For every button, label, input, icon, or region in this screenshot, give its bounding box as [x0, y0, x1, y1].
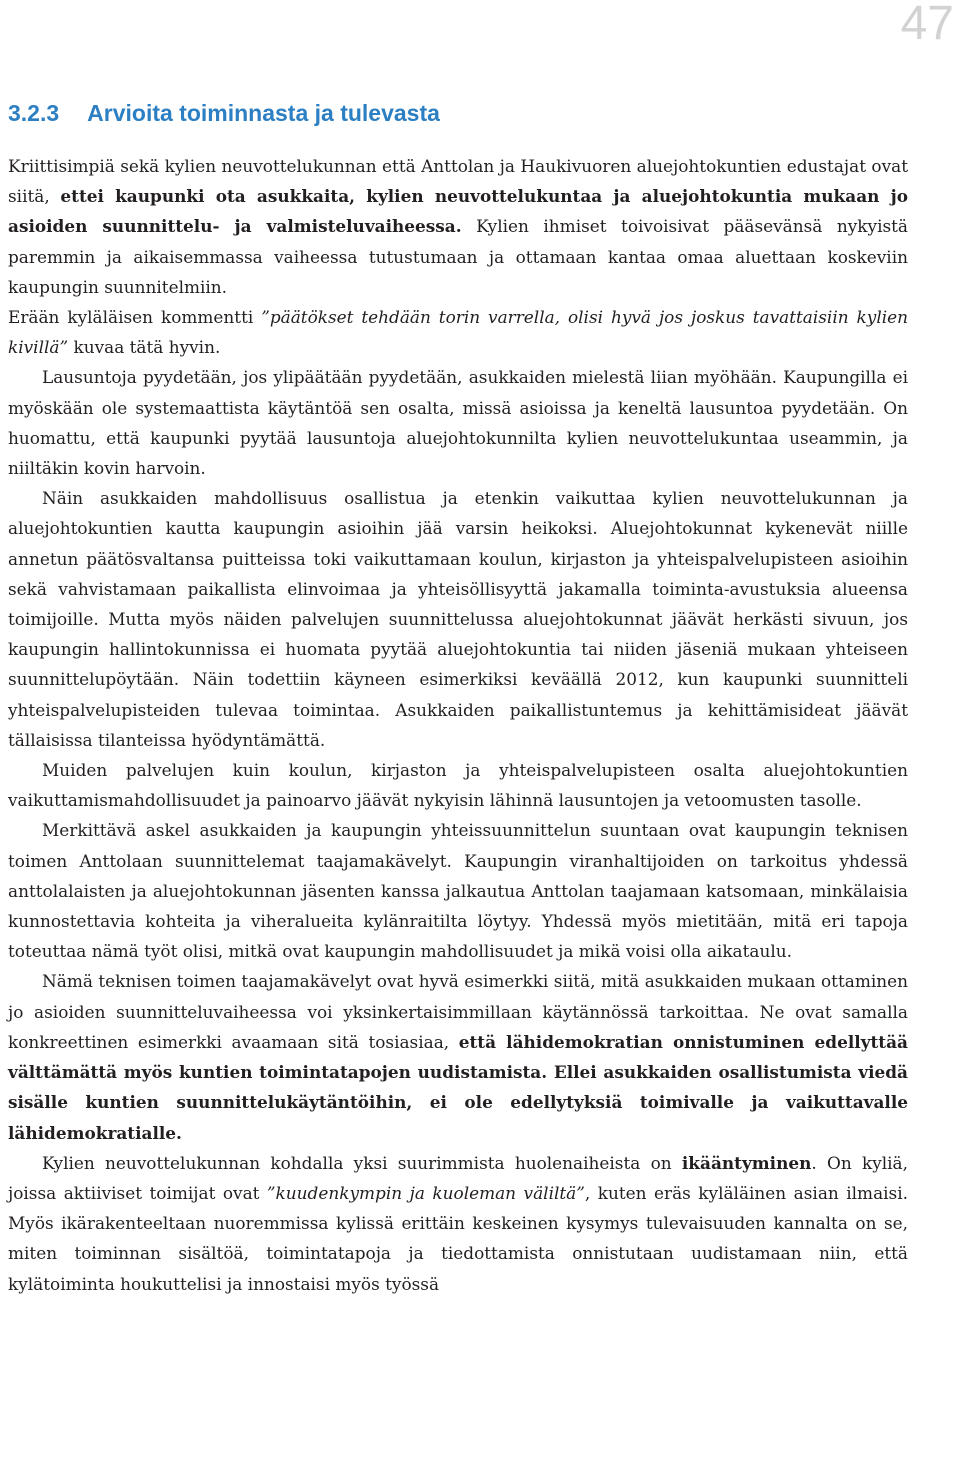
- bold-emphasis: ikääntyminen: [681, 1152, 812, 1173]
- paragraph-7: [8, 966, 908, 1147]
- paragraph-6: [8, 815, 908, 966]
- paragraph-8: [8, 1148, 908, 1299]
- text-run: Kylien neuvottelukunnan kohdalla yksi suurimmista huolenaiheista on: [42, 1152, 682, 1173]
- bold-emphasis: että lähidemokratian onnistuminen edellyttää välttämättä myös kuntien toimintatapojen uudistamista. Ellei asukkaiden osallistumista viedä sisälle kuntien suunnittelukäytäntöihin, ei ole edellytyksiä toimivalle ja vaikuttavalle lähidemokratialle.: [8, 1031, 908, 1143]
- text-run: Nämä teknisen toimen taajamakävelyt ovat hyvä esimerkki siitä, mitä asukkaiden mukaan ottaminen jo asioiden suunnitteluvaiheessa voi yksinkertaisimmillaan käytännössä tarkoittaa. Ne ovat samalla konkreettinen esimerkki avaamaan sitä tosiasiaa,: [8, 971, 908, 1052]
- paragraph-2: [8, 302, 908, 362]
- italic-quote: ”päätökset tehdään torin varrella, olisi hyvä jos joskus tavattaisiin kylien kivillä”: [8, 307, 909, 358]
- italic-quote: ”kuudenkympin ja kuoleman väliltä”: [266, 1182, 585, 1203]
- text-run: Erään kyläläisen kommentti: [8, 307, 262, 328]
- paragraph-1: [8, 151, 908, 302]
- section-number: 3.2.3: [8, 100, 60, 126]
- bold-emphasis: ettei kaupunki ota asukkaita, kylien neuvottelukuntaa ja aluejohtokuntia mukaan jo asioiden suunnittelu- ja valmisteluvaiheessa.: [8, 186, 908, 237]
- body-text: [8, 151, 908, 1299]
- paragraph-4: [8, 483, 908, 755]
- text-run: Lausuntoja pyydetään, jos ylipäätään pyydetään, asukkaiden mielestä liian myöhään. Kaupungilla ei myöskään ole systemaattista käytäntöä sen osalta, missä asioissa ja keneltä lausuntoa pyydetään. On huomattu, että kaupunki pyytää lausuntoja aluejohtokunnilta kylien neuvottelukuntaa useammin, ja niiltäkin kovin harvoin.: [8, 367, 908, 479]
- text-run: Näin asukkaiden mahdollisuus osallistua ja etenkin vaikuttaa kylien neuvottelukunnan ja aluejohtokuntien kautta kaupungin asioihin jää varsin heikoksi. Aluejohtokunnat kykenevät niille annetun päätösvaltansa puitteissa toki vaikuttamaan koulun, kirjaston ja yhteispalvelupisteen asioihin sekä vahvistamaan paikallista elinvoimaa ja yhteisöllisyyttä jakamalla toiminta-avustuksia alueensa toimijoille. Mutta myös näiden palvelujen suunnittelussa aluejohtokunnat jäävät herkästi sivuun, jos kaupungin hallintokunnissa ei huomata pyytää aluejohtokuntia tai niiden jäseniä mukaan yhteiseen suunnittelupöytään. Näin todettiin käyneen esimerkiksi keväällä 2012, kun kaupunki suunnitteli yhteispalvelupisteiden tulevaa toimintaa. Asukkaiden paikallistuntemus ja kehittämisideat jäävät tällaisissa tilanteissa hyödyntämättä.: [8, 488, 908, 750]
- section-heading: [8, 98, 928, 128]
- text-run: Muiden palvelujen kuin koulun, kirjaston ja yhteispalvelupisteen osalta aluejohtokuntien vaikuttamismahdollisuudet ja painoarvo jäävät nykyisin lähinnä lausuntojen ja vetoomusten tasolle.: [8, 760, 908, 811]
- text-run: Kriittisimpiä sekä kylien neuvottelukunnan että Anttolan ja Haukivuoren aluejohtokuntien edustajat ovat siitä,: [8, 156, 908, 207]
- text-run: . On kyliä, joissa aktiiviset toimijat ovat: [8, 1152, 908, 1203]
- page-number: 47: [900, 0, 954, 50]
- section-title: Arvioita toiminnasta ja tulevasta: [87, 100, 440, 126]
- text-run: kuvaa tätä hyvin.: [68, 337, 221, 358]
- paragraph-5: [8, 755, 908, 815]
- text-run: , kuten eräs kyläläinen asian ilmaisi. Myös ikärakenteeltaan nuoremmissa kylissä erittäin keskeinen kysymys tulevaisuuden kannalta on se, miten toiminnan sisältöä, toimintatapoja ja tiedottamista onnistutaan uudistamaan niin, että kylätoiminta houkuttelisi ja innostaisi myös työssä: [8, 1182, 908, 1294]
- text-run: Merkittävä askel asukkaiden ja kaupungin yhteissuunnittelun suuntaan ovat kaupungin teknisen toimen Anttolaan suunnittelemat taajamakävelyt. Kaupungin viranhaltijoiden on tarkoitus yhdessä anttolalaisten ja aluejohtokunnan jäsenten kanssa jalkautua Anttolan taajamaan katsomaan, minkälaisia kunnostettavia kohteita ja viheralueita kylänraitilta löytyy. Yhdessä myös mietitään, mitä eri tapoja toteuttaa nämä työt olisi, mitkä ovat kaupungin mahdollisuudet ja mikä voisi olla aikataulu.: [8, 820, 908, 962]
- paragraph-3: [8, 362, 908, 483]
- text-run: Kylien ihmiset toivoisivat pääsevänsä nykyistä paremmin ja aikaisemmassa vaiheessa tutustumaan ja ottamaan kantaa omaa aluettaan koskeviin kaupungin suunnitelmiin.: [8, 216, 908, 297]
